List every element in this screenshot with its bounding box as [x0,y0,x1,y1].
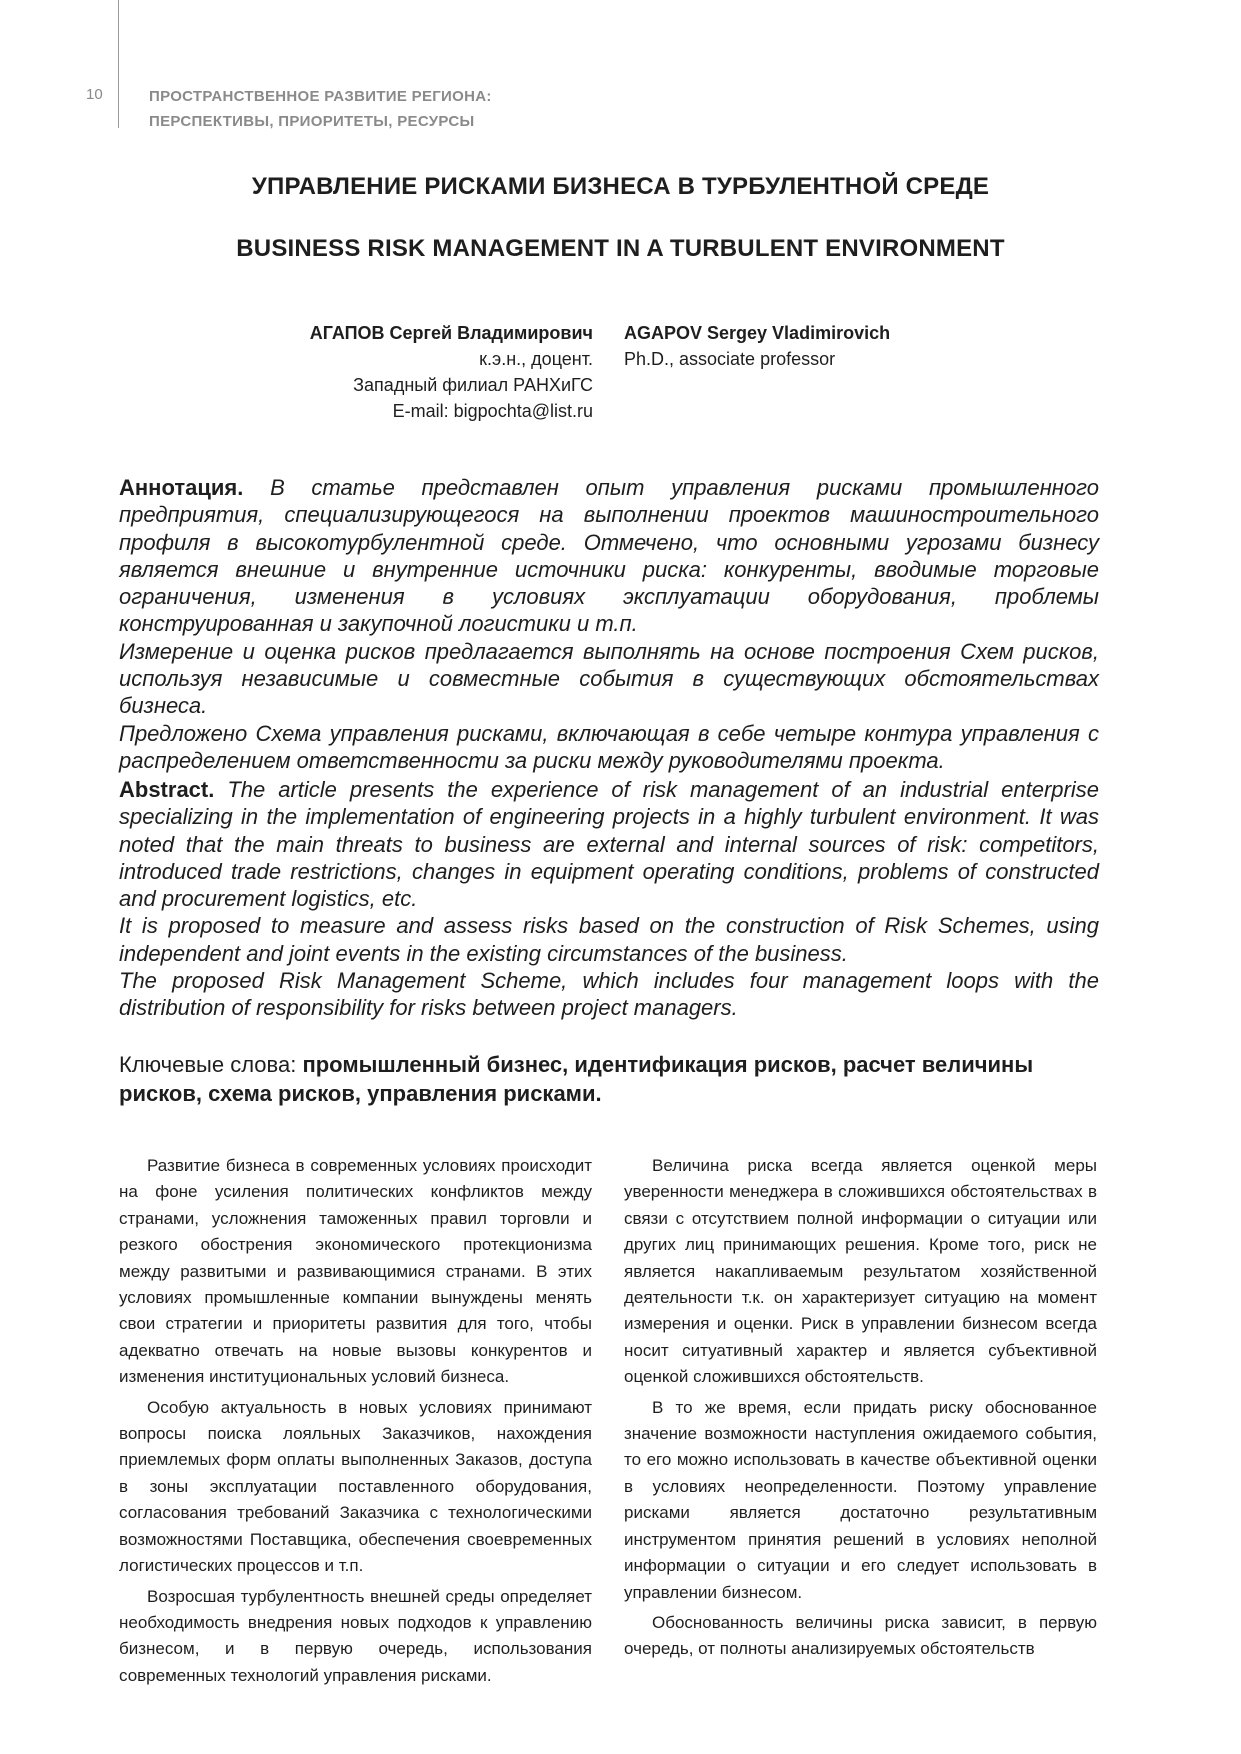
author-affiliation-ru: Западный филиал РАНХиГС [353,375,593,395]
annotation-paragraph: Измерение и оценка рисков предлагается выполнять на основе построения Схем рисков, используя независимые и совместные события в существующих обстоятельствах бизнеса. [119,638,1099,719]
running-head [149,84,749,134]
annotation-text-1: В статье представлен опыт управления рисками промышленного предприятия, специализирующегося на выполнении проектов машиностроительного профиля в высокотурбулентной среде. Отмечено, что основными угрозами бизнесу является внешние и внутренние источники риска: конкуренты, вводимые торговые ограничения, изменения в условиях эксплуатации оборудования, проблемы конструированная и закупочной логистики и т.п. [119,475,1099,637]
body-paragraph: Величина риска всегда является оценкой меры уверенности менеджера в сложившихся обстоятельствах в связи с отсутствием полной информации о ситуации или других лиц принимающих решения. Кроме того, риск не является накапливаемым результатом хозяйственной деятельности т.к. он характеризует ситуацию на момент измерения и оценки. Риск в управлении бизнесом всегда носит ситуативный характер и является субъективной оценкой сложившихся обстоятельств. [624,1156,1097,1387]
title-english: BUSINESS RISK MANAGEMENT IN A TURBULENT ENVIRONMENT [236,235,1005,262]
abstract-text-1: The article presents the experience of risk management of an industrial enterprise specializing in the implementation of engineering projects in a highly turbulent environment. It was noted that the main threats to business are external and internal sources of risk: competitors, introduced trade restrictions, changes in equipment operating conditions, problems of constructed and procurement logistics, etc. [119,777,1099,912]
page-number: 10 [86,86,103,103]
abstract-paragraph: The proposed Risk Management Scheme, which includes four management loops with the distribution of responsibility for risks between project managers. [119,968,1099,1021]
annotation-label: Аннотация. [119,475,244,500]
abstract-paragraph: It is proposed to measure and assess risks based on the construction of Risk Schemes, using independent and joint events in the existing circumstances of the business. [119,913,1099,966]
keywords-label: Ключевые слова: [119,1052,297,1077]
abstract-english [119,776,1099,1022]
author-block-russian [133,320,593,424]
running-head-line-2: ПЕРСПЕКТИВЫ, ПРИОРИТЕТЫ, РЕСУРСЫ [149,113,475,130]
author-email: E-mail: bigpochta@list.ru [392,401,593,421]
keywords-terms: промышленный бизнес, идентификация рисков, расчет величины рисков, схема рисков, управления рисками. [119,1052,1034,1106]
body-paragraph: Развитие бизнеса в современных условиях происходит на фоне усиления политических конфликтов между странами, усложнения таможенных правил торговли и резкого обострения экономического протекционизма между развитыми и развивающимися странами. В этих условиях промышленные компании вынуждены менять свои стратегии и приоритеты развития для того, чтобы адекватно отвечать на новые вызовы конкурентов и изменения институциональных условий бизнеса. [119,1156,592,1387]
annotation-paragraph [119,474,1099,638]
annotation-paragraph: Предложено Схема управления рисками, включающая в себе четыре контура управления с распределением ответственности за риски между руководителями проекта. [119,720,1099,773]
author-name-ru: АГАПОВ Сергей Владимирович [309,323,593,343]
header-divider [118,0,119,128]
body-paragraph: В то же время, если придать риску обоснованное значение возможности наступления ожидаемого события, то его можно использовать в качестве объективной оценки в условиях неопределенности. Поэтому управление рисками является достаточно результативным инструментом принятия решений в условиях неполной информации о ситуации и его следует использовать в управлении бизнесом. [624,1397,1097,1602]
body-paragraph: Особую актуальность в новых условиях принимают вопросы поиска лояльных Заказчиков, нахождения приемлемых форм оплаты выполненных Заказов, доступа в зоны эксплуатации поставленного оборудования, согласования требований Заказчика с технологическими возможностями Поставщика, обеспечения своевременных логистических процессов и т.п. [119,1397,592,1576]
keywords [119,1050,1099,1108]
body-column-right [624,1153,1097,1667]
body-column-left [119,1153,592,1693]
body-paragraph: Обоснованность величины риска зависит, в первую очередь, от полноты анализируемых обстоятельств [624,1612,1097,1659]
author-degree-ru: к.э.н., доцент. [479,349,593,369]
body-paragraph: Возросшая турбулентность внешней среды определяет необходимость внедрения новых подходов к управлению бизнесом, и в первую очередь, использования современных технологий управления рисками. [119,1586,592,1685]
abstract-label: Abstract. [119,777,215,802]
author-degree-en: Ph.D., associate professor [624,349,836,369]
author-name-en: AGAPOV Sergey Vladimirovich [624,323,891,343]
abstract-paragraph [119,776,1099,912]
author-block-english [624,320,1084,372]
running-head-line-1: ПРОСТРАНСТВЕННОЕ РАЗВИТИЕ РЕГИОНА: [149,88,492,105]
annotation-russian [119,474,1099,774]
title-russian: УПРАВЛЕНИЕ РИСКАМИ БИЗНЕСА В ТУРБУЛЕНТНОЙ СРЕДЕ [251,173,990,200]
